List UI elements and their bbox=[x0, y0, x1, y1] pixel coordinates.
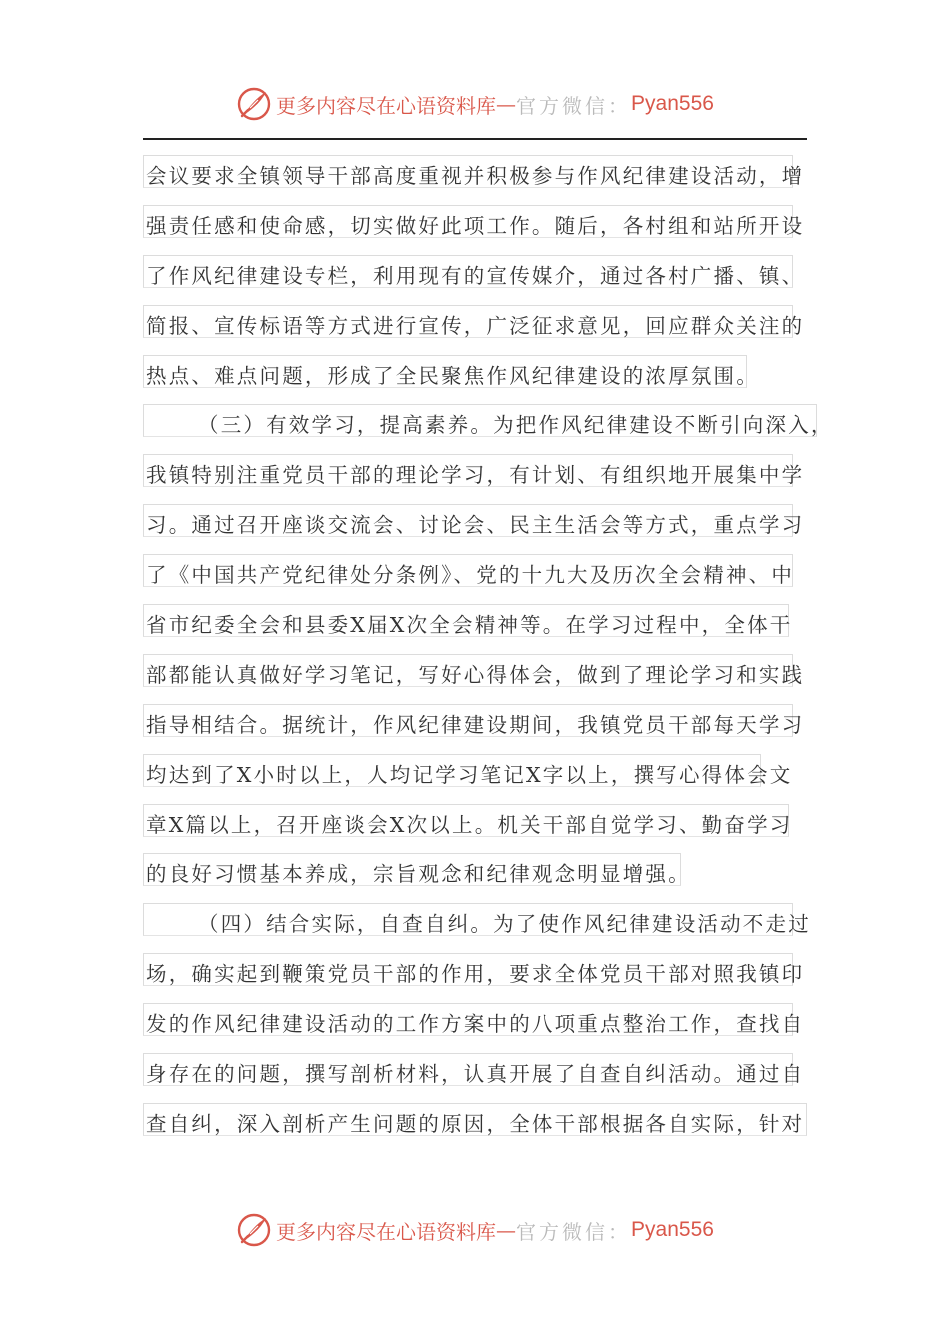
header-banner-content bbox=[236, 86, 714, 122]
header-banner-separator: — bbox=[496, 92, 517, 116]
footer-banner bbox=[0, 1208, 950, 1252]
text-line: 习。通过召开座谈交流会、讨论会、民主生活会等方式，重点学习 bbox=[143, 497, 807, 547]
text-line: 简报、宣传标语等方式进行宣传，广泛征求意见，回应群众关注的 bbox=[143, 298, 807, 348]
text-line: 我镇特别注重党员干部的理论学习，有计划、有组织地开展集中学 bbox=[143, 447, 807, 497]
footer-banner-separator: — bbox=[496, 1218, 517, 1242]
header-banner-title: 更多内容尽在心语资料库 bbox=[276, 93, 497, 118]
header-wechat-id: Pyan556 bbox=[631, 92, 714, 115]
text-line: 章X篇以上，召开座谈会X次以上。机关干部自觉学习、勤奋学习 bbox=[143, 797, 807, 847]
quill-logo-icon bbox=[236, 86, 272, 122]
text-line: 身存在的问题，撰写剖析材料，认真开展了自查自纠活动。通过自 bbox=[143, 1046, 807, 1096]
text-line: 强责任感和使命感，切实做好此项工作。随后，各村组和站所开设 bbox=[143, 198, 807, 248]
header-rule bbox=[143, 138, 807, 140]
text-line: 均达到了X小时以上，人均记学习笔记X字以上，撰写心得体会文 bbox=[143, 747, 807, 797]
footer-banner-content bbox=[236, 1212, 714, 1248]
text-line: 部都能认真做好学习笔记，写好心得体会，做到了理论学习和实践 bbox=[143, 647, 807, 697]
document-body bbox=[143, 148, 834, 1146]
text-line: 查自纠，深入剖析产生问题的原因，全体干部根据各自实际，针对 bbox=[143, 1096, 807, 1146]
header-wechat-label: 官方微信： bbox=[516, 93, 632, 118]
text-line: 省市纪委全会和县委X届X次全会精神等。在学习过程中，全体干 bbox=[143, 597, 807, 647]
header-banner bbox=[0, 82, 950, 126]
text-line: 的良好习惯基本养成，宗旨观念和纪律观念明显增强。 bbox=[143, 846, 807, 896]
text-line: （四）结合实际，自查自纠。为了使作风纪律建设活动不走过 bbox=[143, 896, 807, 946]
text-line: 会议要求全镇领导干部高度重视并积极参与作风纪律建设活动，增 bbox=[143, 148, 807, 198]
footer-banner-title: 更多内容尽在心语资料库 bbox=[276, 1219, 497, 1244]
text-line: （三）有效学习，提高素养。为把作风纪律建设不断引向深入， bbox=[143, 397, 807, 447]
text-line: 指导相结合。据统计，作风纪律建设期间，我镇党员干部每天学习 bbox=[143, 697, 807, 747]
text-line: 了《中国共产党纪律处分条例》、党的十九大及历次全会精神、中 bbox=[143, 547, 807, 597]
footer-wechat-id: Pyan556 bbox=[631, 1218, 714, 1241]
footer-wechat-label: 官方微信： bbox=[516, 1219, 632, 1244]
text-line: 了作风纪律建设专栏，利用现有的宣传媒介，通过各村广播、镇、 bbox=[143, 248, 807, 298]
text-line: 场，确实起到鞭策党员干部的作用，要求全体党员干部对照我镇印 bbox=[143, 946, 807, 996]
quill-logo-icon bbox=[236, 1212, 272, 1248]
text-line: 发的作风纪律建设活动的工作方案中的八项重点整治工作，查找自 bbox=[143, 996, 807, 1046]
text-line: 热点、难点问题，形成了全民聚焦作风纪律建设的浓厚氛围。 bbox=[143, 348, 807, 398]
